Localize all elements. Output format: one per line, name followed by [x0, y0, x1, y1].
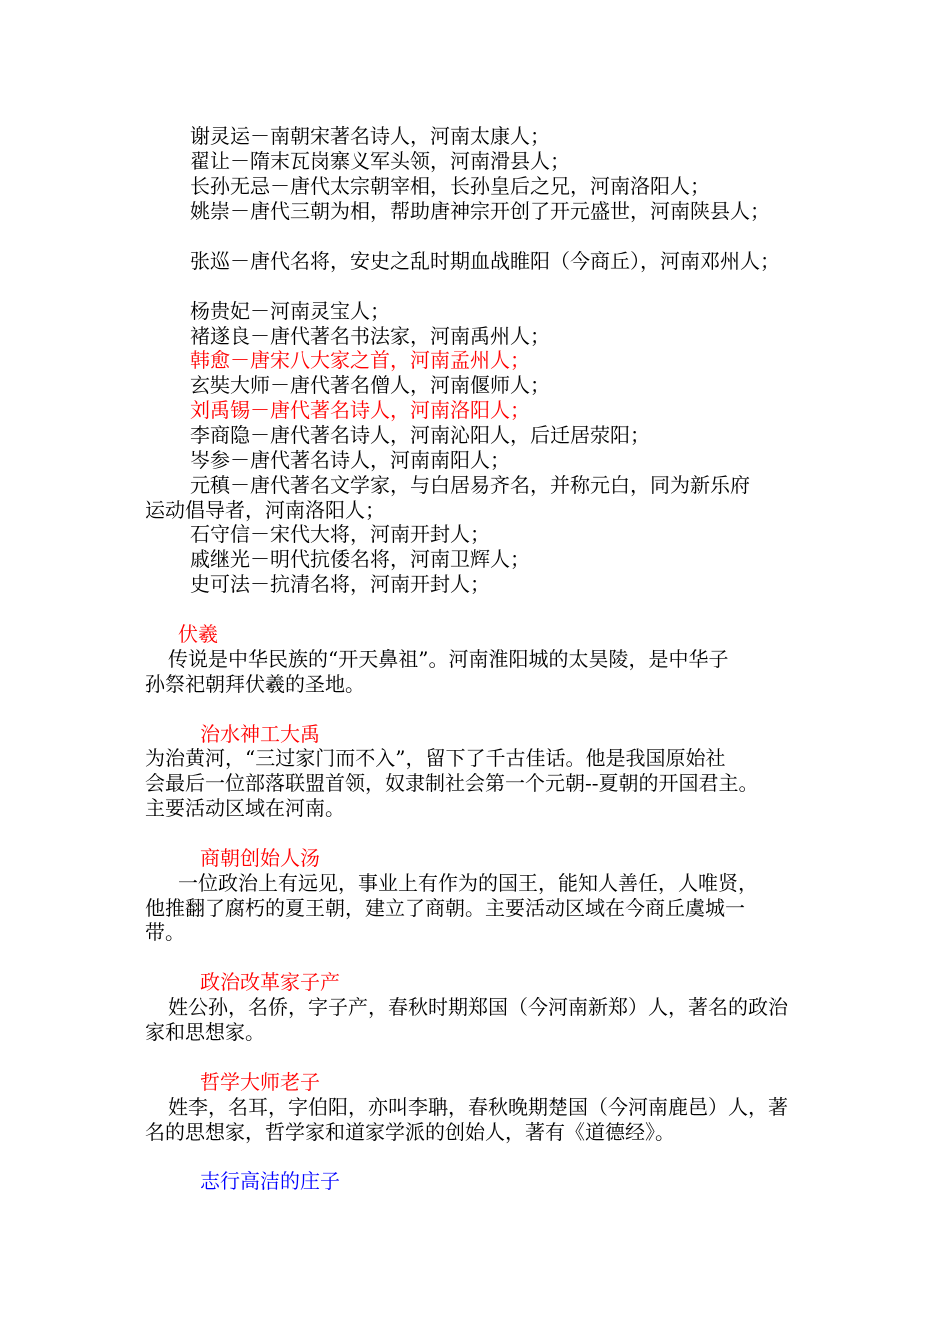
section-text: 名的思想家，哲学家和道家学派的创始人，著有《道德经》。 [145, 1120, 675, 1144]
section-text: 传说是中华民族的“开天鼻祖”。河南淮阳城的太昊陵，是中华子 [168, 647, 729, 671]
section-text: 一位政治上有远见，事业上有作为的国王，能知人善任，人唯贤， [178, 871, 758, 895]
section-heading: 商朝创始人汤 [200, 846, 320, 870]
section-heading: 伏羲 [178, 622, 218, 646]
list-item: 褚遂良－唐代著名书法家，河南禹州人； [190, 324, 550, 348]
section-text: 为治黄河，“三过家门而不入”，留下了千古佳话。他是我国原始社 [145, 746, 726, 770]
list-item: 玄奘大师－唐代著名僧人，河南偃师人； [190, 373, 550, 397]
section-text: 主要活动区域在河南。 [145, 796, 345, 820]
list-item: 石守信－宋代大将，河南开封人； [190, 522, 490, 546]
section-text: 家和思想家。 [145, 1020, 265, 1044]
list-item: 长孙无忌－唐代太宗朝宰相，长孙皇后之兄，河南洛阳人； [190, 174, 710, 198]
list-item: 元稹－唐代著名文学家，与白居易齐名，并称元白，同为新乐府 [190, 473, 750, 497]
section-heading: 哲学大师老子 [200, 1070, 320, 1094]
section-heading: 治水神工大禹 [200, 722, 320, 746]
list-item: 杨贵妃－河南灵宝人； [190, 299, 390, 323]
list-item: 翟让－隋末瓦岗寨义军头领，河南滑县人； [190, 149, 570, 173]
section-text: 带。 [145, 920, 185, 944]
list-item: 李商隐－唐代著名诗人，河南沁阳人，后迁居荥阳； [190, 423, 650, 447]
section-text: 姓公孙，名侨，字子产，春秋时期郑国（今河南新郑）人，著名的政治 [168, 995, 788, 1019]
section-text: 孙祭祀朝拜伏羲的圣地。 [145, 672, 365, 696]
list-item: 岑参－唐代著名诗人，河南南阳人； [190, 448, 510, 472]
section-heading: 志行高洁的庄子 [200, 1169, 340, 1193]
list-item: 张巡－唐代名将，安史之乱时期血战睢阳（今商丘），河南邓州人； [190, 249, 780, 273]
list-item-continuation: 运动倡导者，河南洛阳人； [145, 498, 385, 522]
list-item: 谢灵运－南朝宋著名诗人，河南太康人； [190, 124, 550, 148]
section-heading: 政治改革家子产 [200, 970, 340, 994]
section-text: 他推翻了腐朽的夏王朝，建立了商朝。主要活动区域在今商丘虞城一 [145, 896, 745, 920]
section-text: 会最后一位部落联盟首领，奴隶制社会第一个元朝--夏朝的开国君主。 [145, 771, 759, 795]
list-item: 姚崇－唐代三朝为相，帮助唐神宗开创了开元盛世，河南陕县人； [190, 199, 770, 223]
section-text: 姓李，名耳，字伯阳，亦叫李聃，春秋晚期楚国（今河南鹿邑）人，著 [168, 1095, 788, 1119]
list-item: 史可法－抗清名将，河南开封人； [190, 572, 490, 596]
list-item: 戚继光－明代抗倭名将，河南卫辉人； [190, 547, 530, 571]
list-item-highlight: 刘禹锡－唐代著名诗人，河南洛阳人； [190, 398, 530, 422]
list-item-highlight: 韩愈－唐宋八大家之首，河南孟州人； [190, 348, 530, 372]
